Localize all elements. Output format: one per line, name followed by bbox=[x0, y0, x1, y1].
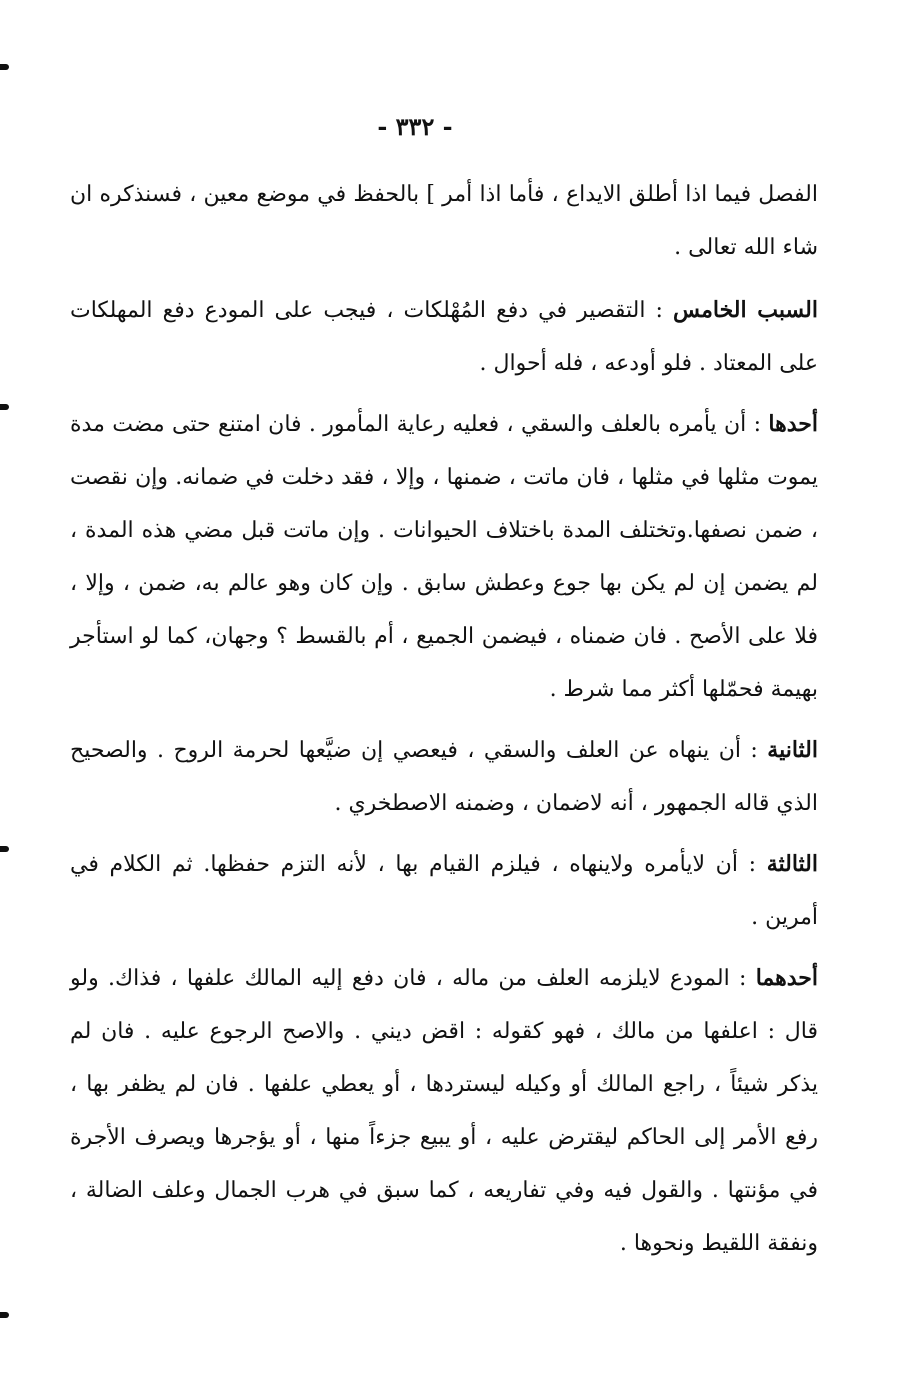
page-number: - ٣٣٢ - bbox=[377, 112, 453, 141]
scan-edge-mark bbox=[0, 1312, 9, 1318]
paragraph-text: : المودع لايلزمه العلف من ماله ، فان دفع إليه المالك علفها ، فذاك. ولو قال : اعلفها من مالك ، فهو كقوله : اقض ديني . والاصح الرجوع عليه . فان لم يذكر شيئاً ، راجع المالك أو وكيله ليستردها ، أو يعطي علفها . فان لم يظفر بها ، رفع الأمر إلى الحاكم ليقترض عليه ، أو يبيع جزءاً منها ، أو يؤجرها ويصرف الأجرة في مؤنتها . والقول فيه وفي تفاريعه ، كما سبق في هرب الجمال وعلف الضالة ، ونفقة اللقيط ونحوها . bbox=[70, 966, 818, 1256]
scan-edge-mark bbox=[0, 64, 9, 70]
paragraph-second-case bbox=[70, 724, 818, 830]
paragraph-third-case bbox=[70, 838, 818, 944]
paragraph-heading: السبب الخامس bbox=[673, 297, 818, 323]
paragraph-text: الفصل فيما اذا أطلق الايداع ، فأما اذا أمر ] بالحفظ في موضع معين ، فسنذكره ان شاء الله تعالى . bbox=[70, 182, 818, 260]
paragraph-first-case bbox=[70, 398, 818, 716]
scan-edge-mark bbox=[0, 404, 9, 410]
paragraph-fifth-cause bbox=[70, 284, 818, 390]
paragraph-heading: أحدهما bbox=[755, 965, 818, 991]
paragraph-text: : أن ينهاه عن العلف والسقي ، فيعصي إن ضيَّعها لحرمة الروح . والصحيح الذي قاله الجمهور ، أنه لاضمان ، وضمنه الاصطخري . bbox=[70, 738, 818, 816]
paragraph-heading: الثالثة bbox=[766, 851, 818, 877]
paragraph-heading: الثانية bbox=[767, 737, 818, 763]
paragraph-intro bbox=[70, 168, 818, 274]
paragraph-heading: أحدها bbox=[768, 411, 818, 437]
scan-edge-mark bbox=[0, 846, 9, 852]
paragraph-first-matter bbox=[70, 952, 818, 1270]
paragraph-text: : أن لايأمره ولاينهاه ، فيلزم القيام بها ، لأنه التزم حفظها. ثم الكلام في أمرين . bbox=[70, 852, 818, 930]
paragraph-text: : أن يأمره بالعلف والسقي ، فعليه رعاية المأمور . فان امتنع حتى مضت مدة يموت مثلها في مثلها ، فان ماتت ، ضمنها ، وإلا ، فقد دخلت في ضمانه. وإن نقصت ، ضمن نصفها.وتختلف المدة باختلاف الحيوانات . وإن ماتت قبل مضي هذه المدة ، لم يضمن إن لم يكن بها جوع وعطش سابق . وإن كان وهو عالم به، ضمن ، وإلا ، فلا على الأصح . فان ضمناه ، فيضمن الجميع ، أم بالقسط ؟ وجهان، كما لو استأجر بهيمة فحمّلها أكثر مما شرط . bbox=[70, 412, 818, 702]
body-text bbox=[70, 168, 818, 1278]
paragraph-text: : التقصير في دفع المُهْلكات ، فيجب على المودع دفع المهلكات على المعتاد . فلو أودعه ، فله أحوال . bbox=[70, 298, 818, 376]
